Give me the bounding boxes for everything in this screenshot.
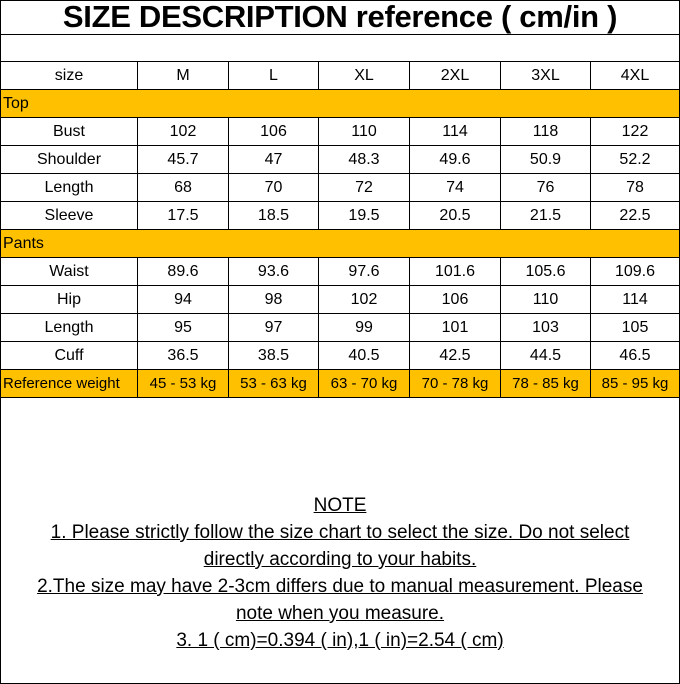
cell: 105.6 (501, 258, 591, 286)
note-line-3: 2.The size may have 2-3cm differs due to manual measurement. Please (37, 576, 643, 597)
size-table (0, 61, 680, 398)
cell: 99 (319, 314, 410, 342)
cell: 118 (501, 118, 591, 146)
cell: 101.6 (410, 258, 501, 286)
header-xl: XL (319, 62, 410, 90)
section-top-label: Top (1, 90, 680, 118)
header-3xl: 3XL (501, 62, 591, 90)
cell: 106 (229, 118, 319, 146)
header-size: size (1, 62, 138, 90)
table-row (1, 174, 680, 202)
cell: 97 (229, 314, 319, 342)
row-label: Cuff (1, 342, 138, 370)
cell: 93.6 (229, 258, 319, 286)
cell: 74 (410, 174, 501, 202)
cell: 68 (138, 174, 229, 202)
cell: 114 (591, 286, 680, 314)
cell: 19.5 (319, 202, 410, 230)
cell: 89.6 (138, 258, 229, 286)
cell: 48.3 (319, 146, 410, 174)
table-row (1, 258, 680, 286)
cell: 52.2 (591, 146, 680, 174)
cell: 40.5 (319, 342, 410, 370)
cell: 38.5 (229, 342, 319, 370)
table-row (1, 202, 680, 230)
cell: 102 (319, 286, 410, 314)
note-line-2: directly according to your habits. (203, 549, 477, 570)
note-line-4: note when you measure. (235, 603, 445, 624)
cell: 103 (501, 314, 591, 342)
row-label: Bust (1, 118, 138, 146)
weight-cell: 63 - 70 kg (319, 370, 410, 398)
cell: 17.5 (138, 202, 229, 230)
cell: 70 (229, 174, 319, 202)
cell: 72 (319, 174, 410, 202)
row-label: Length (1, 314, 138, 342)
table-row (1, 146, 680, 174)
cell: 101 (410, 314, 501, 342)
header-l: L (229, 62, 319, 90)
cell: 42.5 (410, 342, 501, 370)
row-label: Waist (1, 258, 138, 286)
note-line-5: 3. 1 ( cm)=0.394 ( in),1 ( in)=2.54 ( cm) (176, 630, 504, 651)
weight-cell: 78 - 85 kg (501, 370, 591, 398)
reference-weight-label: Reference weight (1, 370, 138, 398)
cell: 114 (410, 118, 501, 146)
cell: 49.6 (410, 146, 501, 174)
cell: 18.5 (229, 202, 319, 230)
page-title: SIZE DESCRIPTION reference ( cm/in ) (62, 0, 618, 34)
cell: 76 (501, 174, 591, 202)
row-label: Shoulder (1, 146, 138, 174)
header-row (1, 62, 680, 90)
cell: 106 (410, 286, 501, 314)
table-row (1, 314, 680, 342)
cell: 110 (319, 118, 410, 146)
cell: 44.5 (501, 342, 591, 370)
cell: 122 (591, 118, 680, 146)
cell: 78 (591, 174, 680, 202)
header-4xl: 4XL (591, 62, 680, 90)
table-row (1, 286, 680, 314)
row-label: Hip (1, 286, 138, 314)
header-2xl: 2XL (410, 62, 501, 90)
row-label: Sleeve (1, 202, 138, 230)
note-heading: NOTE (313, 495, 367, 516)
cell: 110 (501, 286, 591, 314)
reference-weight-row (1, 370, 680, 398)
section-pants (1, 230, 680, 258)
table-row (1, 342, 680, 370)
cell: 45.7 (138, 146, 229, 174)
note-block (0, 492, 680, 654)
cell: 22.5 (591, 202, 680, 230)
cell: 97.6 (319, 258, 410, 286)
section-pants-label: Pants (1, 230, 680, 258)
weight-cell: 85 - 95 kg (591, 370, 680, 398)
cell: 109.6 (591, 258, 680, 286)
weight-cell: 45 - 53 kg (138, 370, 229, 398)
cell: 94 (138, 286, 229, 314)
cell: 105 (591, 314, 680, 342)
section-top (1, 90, 680, 118)
cell: 47 (229, 146, 319, 174)
weight-cell: 70 - 78 kg (410, 370, 501, 398)
cell: 46.5 (591, 342, 680, 370)
row-label: Length (1, 174, 138, 202)
cell: 102 (138, 118, 229, 146)
cell: 21.5 (501, 202, 591, 230)
cell: 50.9 (501, 146, 591, 174)
spacer-row (0, 34, 679, 62)
cell: 36.5 (138, 342, 229, 370)
note-line-1: 1. Please strictly follow the size chart to select the size. Do not select (50, 522, 630, 543)
weight-cell: 53 - 63 kg (229, 370, 319, 398)
cell: 98 (229, 286, 319, 314)
cell: 95 (138, 314, 229, 342)
header-m: M (138, 62, 229, 90)
table-row (1, 118, 680, 146)
cell: 20.5 (410, 202, 501, 230)
